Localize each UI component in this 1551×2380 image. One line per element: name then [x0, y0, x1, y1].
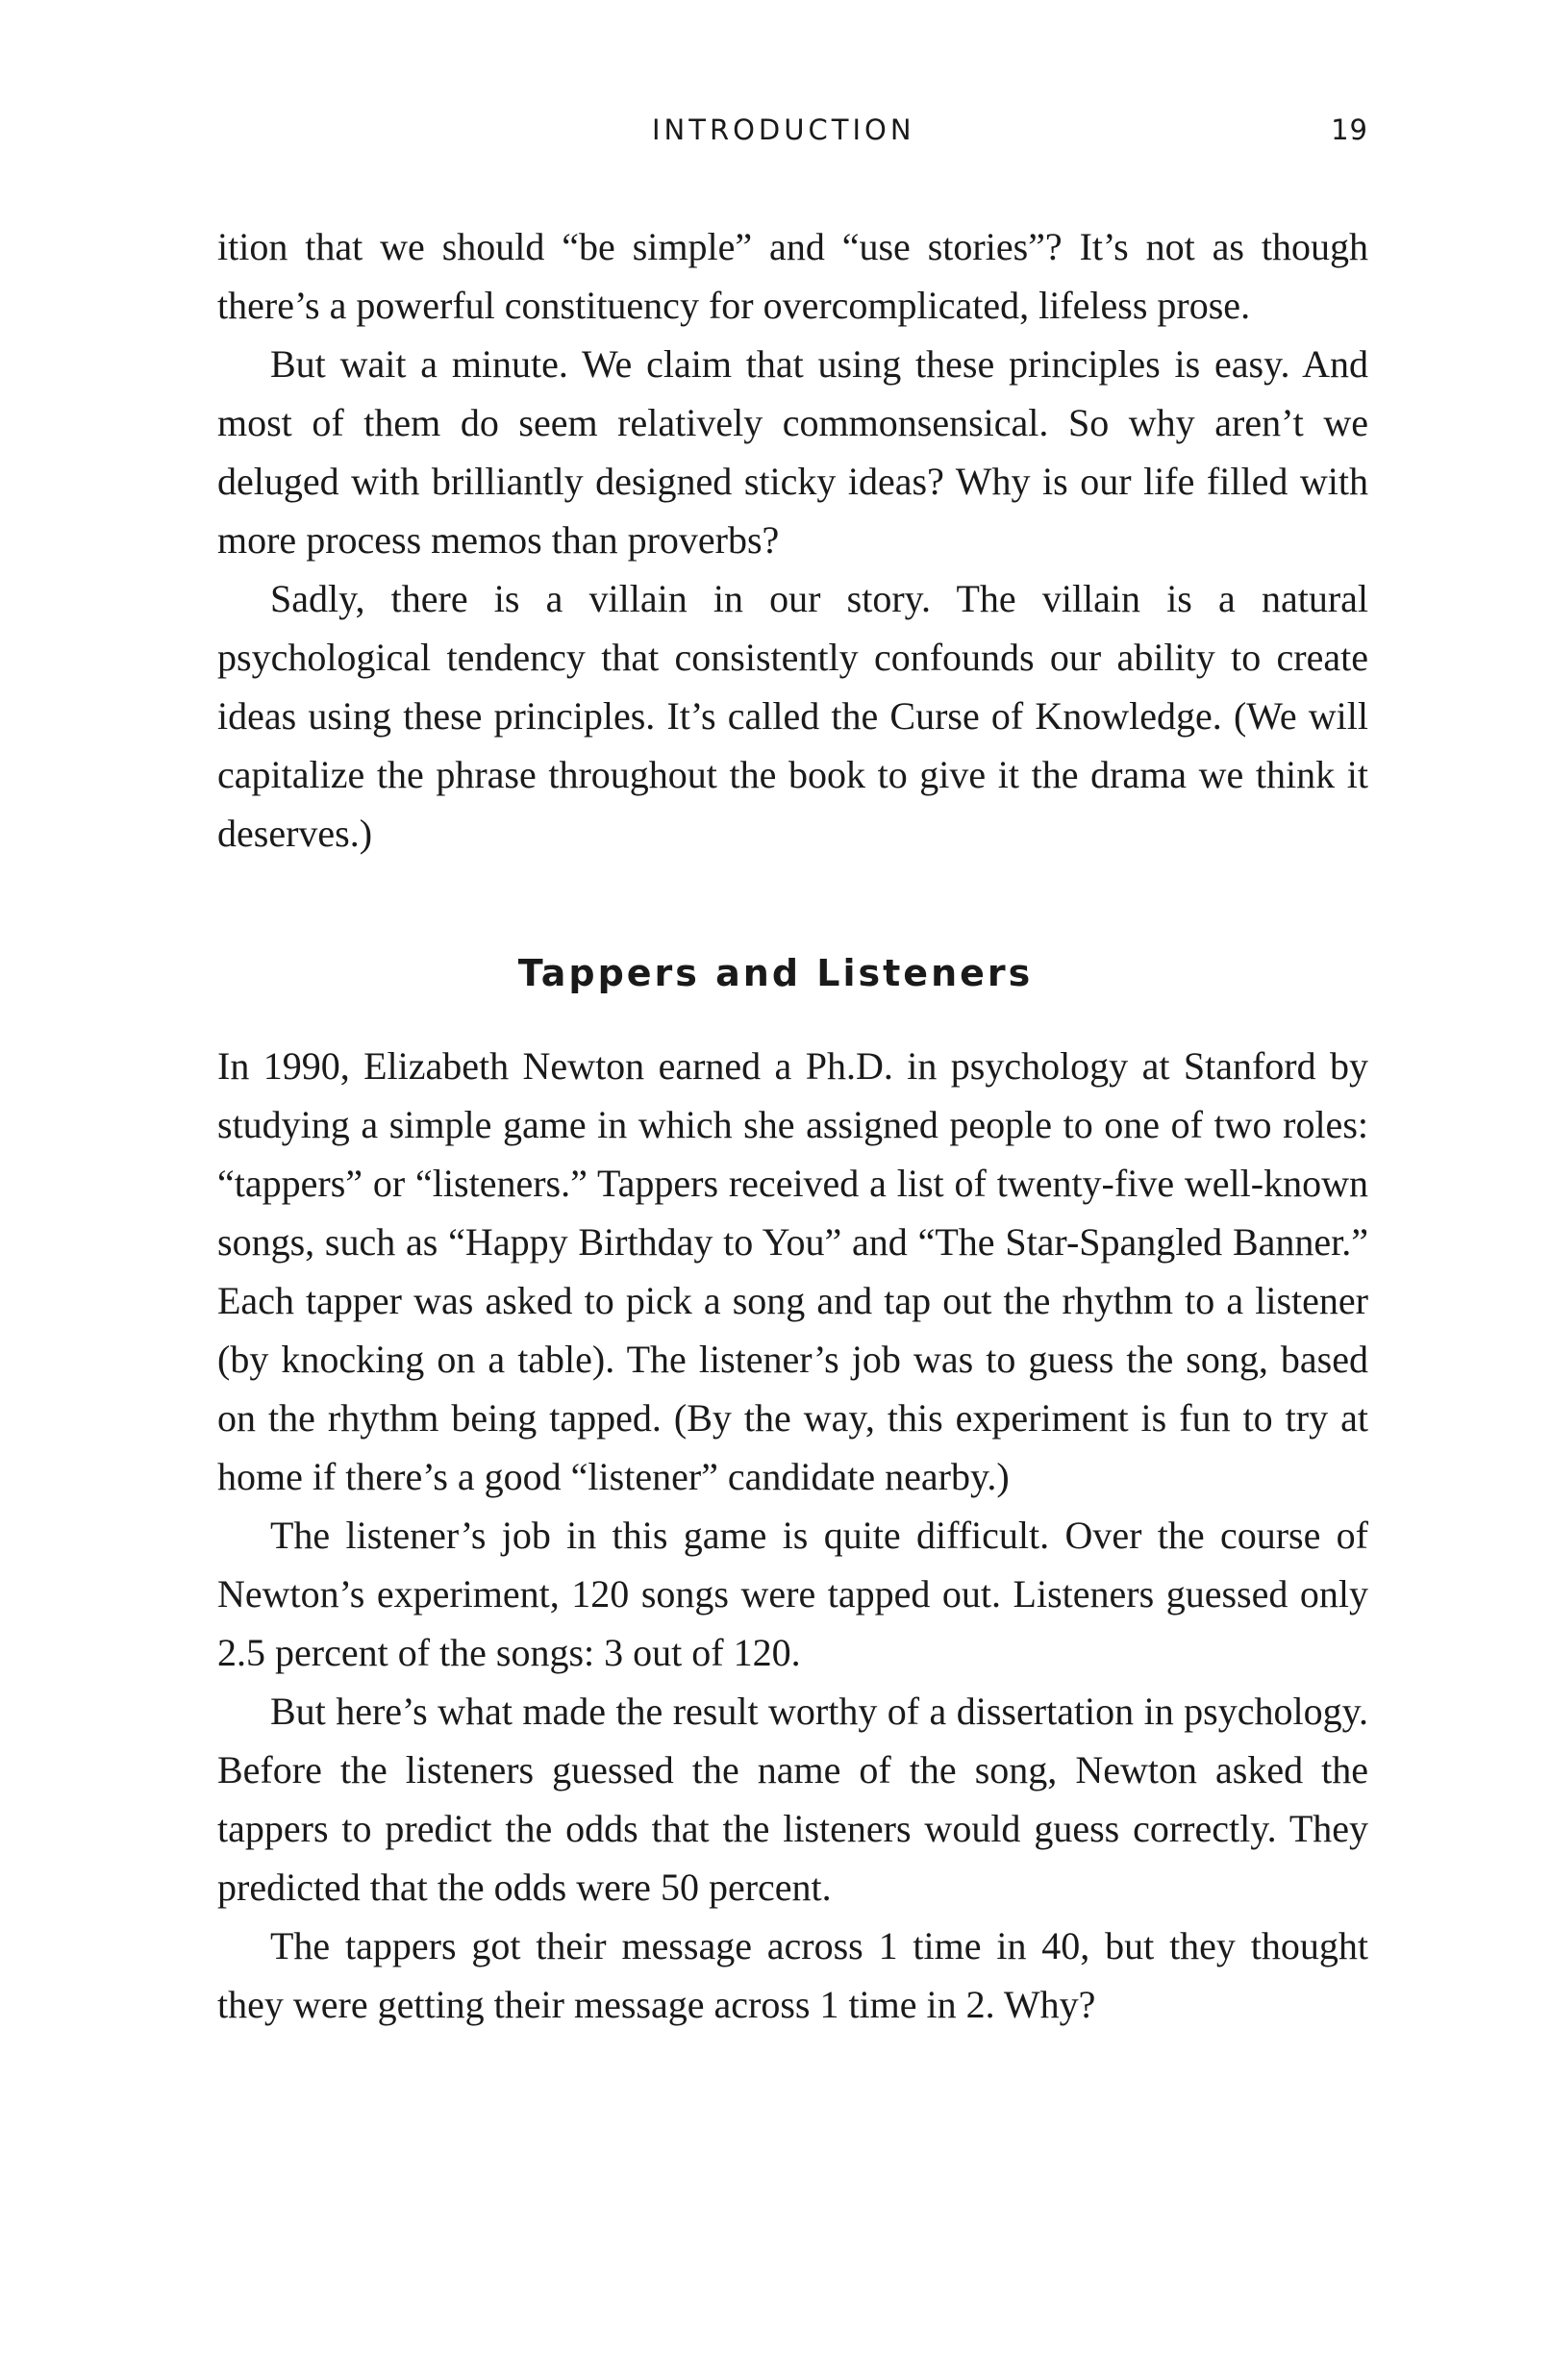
section-text-block	[217, 1037, 1368, 2034]
page-number: 19	[1331, 113, 1368, 146]
running-head	[0, 113, 1551, 162]
paragraph: The tappers got their message across 1 time in 40, but they thought they were getting their message across 1 time in 2. Why?	[217, 1924, 1368, 2026]
intro-text-block	[217, 217, 1368, 863]
paragraph: Sadly, there is a villain in our story. The villain is a natural psychological tendency that consistently confounds our ability to create ideas using these principles. It’s called the Curse of Knowledge. (We will capitalize the phrase throughout the book to give it the drama we think it deserves.)	[217, 577, 1368, 855]
paragraph: But wait a minute. We claim that using these principles is easy. And most of them do seem relatively commonsensical. So why aren’t we deluged with brilliantly designed sticky ideas? Why is our life filled with more process memos than proverbs?	[217, 342, 1368, 562]
running-title: INTRODUCTION	[652, 113, 915, 146]
paragraph: But here’s what made the result worthy of a dissertation in psychology. Before the listeners guessed the name of the song, Newton asked the tappers to predict the odds that the listeners would guess correctly. They predicted that the odds were 50 percent.	[217, 1690, 1368, 1909]
paragraph-continued: ition that we should “be simple” and “use stories”? It’s not as though there’s a powerful constituency for overcomplicated, lifeless prose.	[217, 225, 1368, 327]
paragraph: In 1990, Elizabeth Newton earned a Ph.D. in psychology at Stanford by studying a simple game in which she assigned people to one of two roles: “tappers” or “listeners.” Tappers received a list of twenty-five well-known songs, such as “Happy Birthday to You” and “The Star-Spangled Banner.” Each tapper was asked to pick a song and tap out the rhythm to a listener (by knocking on a table). The listener’s job was to guess the song, based on the rhythm being tapped. (By the way, this experiment is fun to try at home if there’s a good “listener” candidate nearby.)	[217, 1044, 1368, 1498]
paragraph: The listener’s job in this game is quite difficult. Over the course of Newton’s experiment, 120 songs were tapped out. Listeners guessed only 2.5 percent of the songs: 3 out of 120.	[217, 1514, 1368, 1674]
section-heading: Tappers and Listeners	[517, 952, 1034, 994]
